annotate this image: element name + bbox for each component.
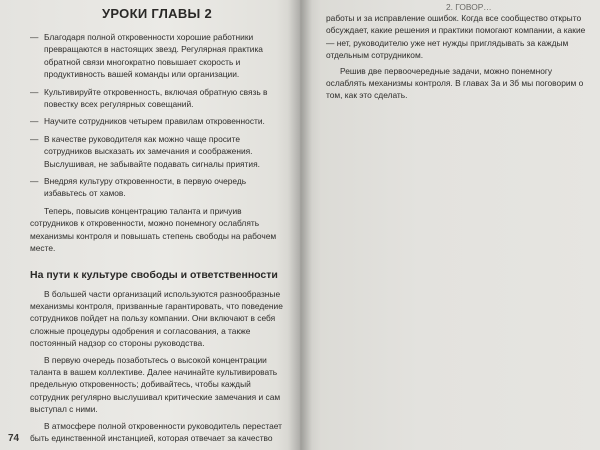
list-item (30, 86, 284, 111)
bullet-text: В качестве руководителя как можно чаще просите сотрудников высказать их замечания и соображения. Выслушивая, не забывайте подавать сигналы приятия. (44, 133, 260, 169)
body-paragraph: В первую очередь позаботьтесь о высокой концентрации таланта в вашем коллективе. Далее начинайте культивировать предельную откровенность; добивайтесь, чтобы каждый сотрудник регулярно выслушивал критические замечания и сам выступал с ними. (30, 354, 281, 415)
running-head: 2. ГОВОР… (446, 2, 492, 12)
bullet-dash: — (30, 86, 39, 97)
list-item (30, 115, 284, 127)
bullet-dash: — (30, 116, 39, 127)
bullet-text: Благодаря полной откровенности хорошие работники превращаются в настоящих звезд. Регулярная практика обратной связи многократно повышает скорость и продуктивность вашей команды или организации. (44, 32, 263, 80)
summary-paragraph: Теперь, повысив концентрацию таланта и причуив сотрудников к откровенности, можно понемногу ослаблять механизмы контроля и повышать степень свободы на рабочем месте. (30, 205, 277, 254)
body-paragraph: Решив две первоочередные задачи, можно понемногу ослаблять механизмы контроля. В главах 3а и 3б мы поговорим о том, как это сделать. (326, 65, 584, 101)
bullet-dash: — (30, 133, 39, 144)
bullet-text: Внедряя культуру откровенности, в первую очередь избавьтесь от хамов. (44, 176, 247, 199)
page-number: 74 (8, 433, 20, 444)
right-page (300, 0, 600, 450)
list-item (30, 31, 284, 81)
body-paragraph: В большей части организаций используются разнообразные механизмы контроля, призванные гарантировать, что поведение сотрудников пойдет на пользу компании. Они включают в себя сложные процедуры одобрения и согласования, а также постоянный надзор со стороны руководства. (30, 288, 283, 349)
list-item (30, 175, 284, 200)
bullet-text: Культивируйте откровенность, включая обратную связь в повестку всех регулярных совещаний. (44, 86, 268, 110)
list-item (30, 133, 284, 170)
body-paragraph: работы и за исправление ошибок. Когда все сообщество открыто обсуждает, какие решения и практики помогают компании, а какие — нет, руководителю уже нет нужды приглядывать за каждым отдельным сотрудником. (326, 13, 586, 61)
section-title: На пути к культуре свободы и ответственности (30, 268, 278, 281)
bullet-text: Научите сотрудников четырем правилам откровенности. (44, 116, 265, 127)
right-page-text (326, 12, 590, 102)
lessons-list (30, 31, 284, 200)
bullet-dash: — (30, 176, 39, 187)
chapter-title: УРОКИ ГЛАВЫ 2 (101, 6, 212, 21)
body-paragraph: В атмосфере полной откровенности руководитель перестает быть единственной инстанцией, которая отвечает за качество (30, 420, 283, 443)
bullet-dash: — (30, 32, 39, 42)
